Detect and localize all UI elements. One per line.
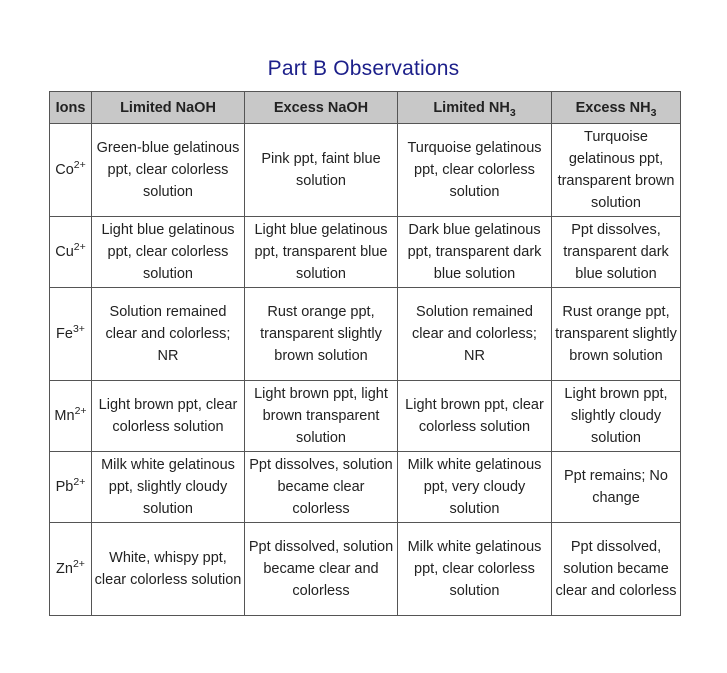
ion-cell <box>50 124 92 217</box>
ion-charge: 2+ <box>74 405 87 418</box>
cell-excess-nh3: Ppt dissolved, solution became clear and colorless <box>552 523 681 616</box>
ion-symbol: Cu <box>55 244 74 260</box>
cell-limited-naoh: Light brown ppt, clear colorless solution <box>92 381 245 452</box>
header-limited-nh3-subscript: 3 <box>509 106 516 119</box>
ion-cell <box>50 217 92 288</box>
ion-charge: 2+ <box>73 241 86 254</box>
ion-cell <box>50 381 92 452</box>
cell-limited-naoh: White, whispy ppt, clear colorless solution <box>92 523 245 616</box>
cell-excess-naoh: Light brown ppt, light brown transparent solution <box>245 381 398 452</box>
ion-cell <box>50 288 92 381</box>
table-row <box>50 452 681 523</box>
header-excess-nh3-text: Excess NH <box>575 99 651 116</box>
observations-table <box>49 91 681 616</box>
cell-limited-naoh: Green-blue gelatinous ppt, clear colorless solution <box>92 124 245 217</box>
cell-limited-nh3: Dark blue gelatinous ppt, transparent dark blue solution <box>398 217 552 288</box>
header-ions: Ions <box>50 92 92 124</box>
header-limited-nh3 <box>398 92 552 124</box>
cell-excess-naoh: Ppt dissolves, solution became clear colorless <box>245 452 398 523</box>
header-excess-nh3 <box>552 92 681 124</box>
ion-charge: 2+ <box>73 159 86 172</box>
header-excess-nh3-subscript: 3 <box>650 106 657 119</box>
cell-limited-nh3: Milk white gelatinous ppt, clear colorless solution <box>398 523 552 616</box>
cell-excess-nh3: Rust orange ppt, transparent slightly brown solution <box>552 288 681 381</box>
cell-limited-nh3: Milk white gelatinous ppt, very cloudy solution <box>398 452 552 523</box>
header-limited-naoh: Limited NaOH <box>92 92 245 124</box>
cell-limited-nh3: Light brown ppt, clear colorless solution <box>398 381 552 452</box>
ion-symbol: Co <box>55 162 74 178</box>
ion-charge: 2+ <box>73 476 86 489</box>
ion-symbol: Mn <box>54 408 75 424</box>
cell-limited-naoh: Solution remained clear and colorless; NR <box>92 288 245 381</box>
table-row <box>50 523 681 616</box>
table-row <box>50 124 681 217</box>
cell-excess-nh3: Ppt dissolves, transparent dark blue solution <box>552 217 681 288</box>
table-header-row <box>50 92 681 124</box>
ion-symbol: Zn <box>56 561 73 577</box>
header-excess-naoh: Excess NaOH <box>245 92 398 124</box>
cell-excess-naoh: Pink ppt, faint blue solution <box>245 124 398 217</box>
cell-limited-naoh: Milk white gelatinous ppt, slightly cloudy solution <box>92 452 245 523</box>
table-row <box>50 217 681 288</box>
ion-cell <box>50 452 92 523</box>
table-row <box>50 288 681 381</box>
ion-charge: 3+ <box>72 323 85 336</box>
cell-excess-naoh: Ppt dissolved, solution became clear and colorless <box>245 523 398 616</box>
cell-limited-nh3: Turquoise gelatinous ppt, clear colorless solution <box>398 124 552 217</box>
cell-excess-nh3: Light brown ppt, slightly cloudy solution <box>552 381 681 452</box>
ion-charge: 2+ <box>72 558 85 571</box>
cell-excess-naoh: Light blue gelatinous ppt, transparent blue solution <box>245 217 398 288</box>
table-row <box>50 381 681 452</box>
header-limited-nh3-text: Limited NH <box>433 99 510 116</box>
ion-symbol: Fe <box>56 326 73 342</box>
ion-cell <box>50 523 92 616</box>
cell-limited-naoh: Light blue gelatinous ppt, clear colorless solution <box>92 217 245 288</box>
cell-limited-nh3: Solution remained clear and colorless; NR <box>398 288 552 381</box>
ion-symbol: Pb <box>55 479 74 495</box>
cell-excess-nh3: Ppt remains; No change <box>552 452 681 523</box>
page-title: Part B Observations <box>267 57 460 80</box>
cell-excess-nh3: Turquoise gelatinous ppt, transparent brown solution <box>552 124 681 217</box>
cell-excess-naoh: Rust orange ppt, transparent slightly brown solution <box>245 288 398 381</box>
